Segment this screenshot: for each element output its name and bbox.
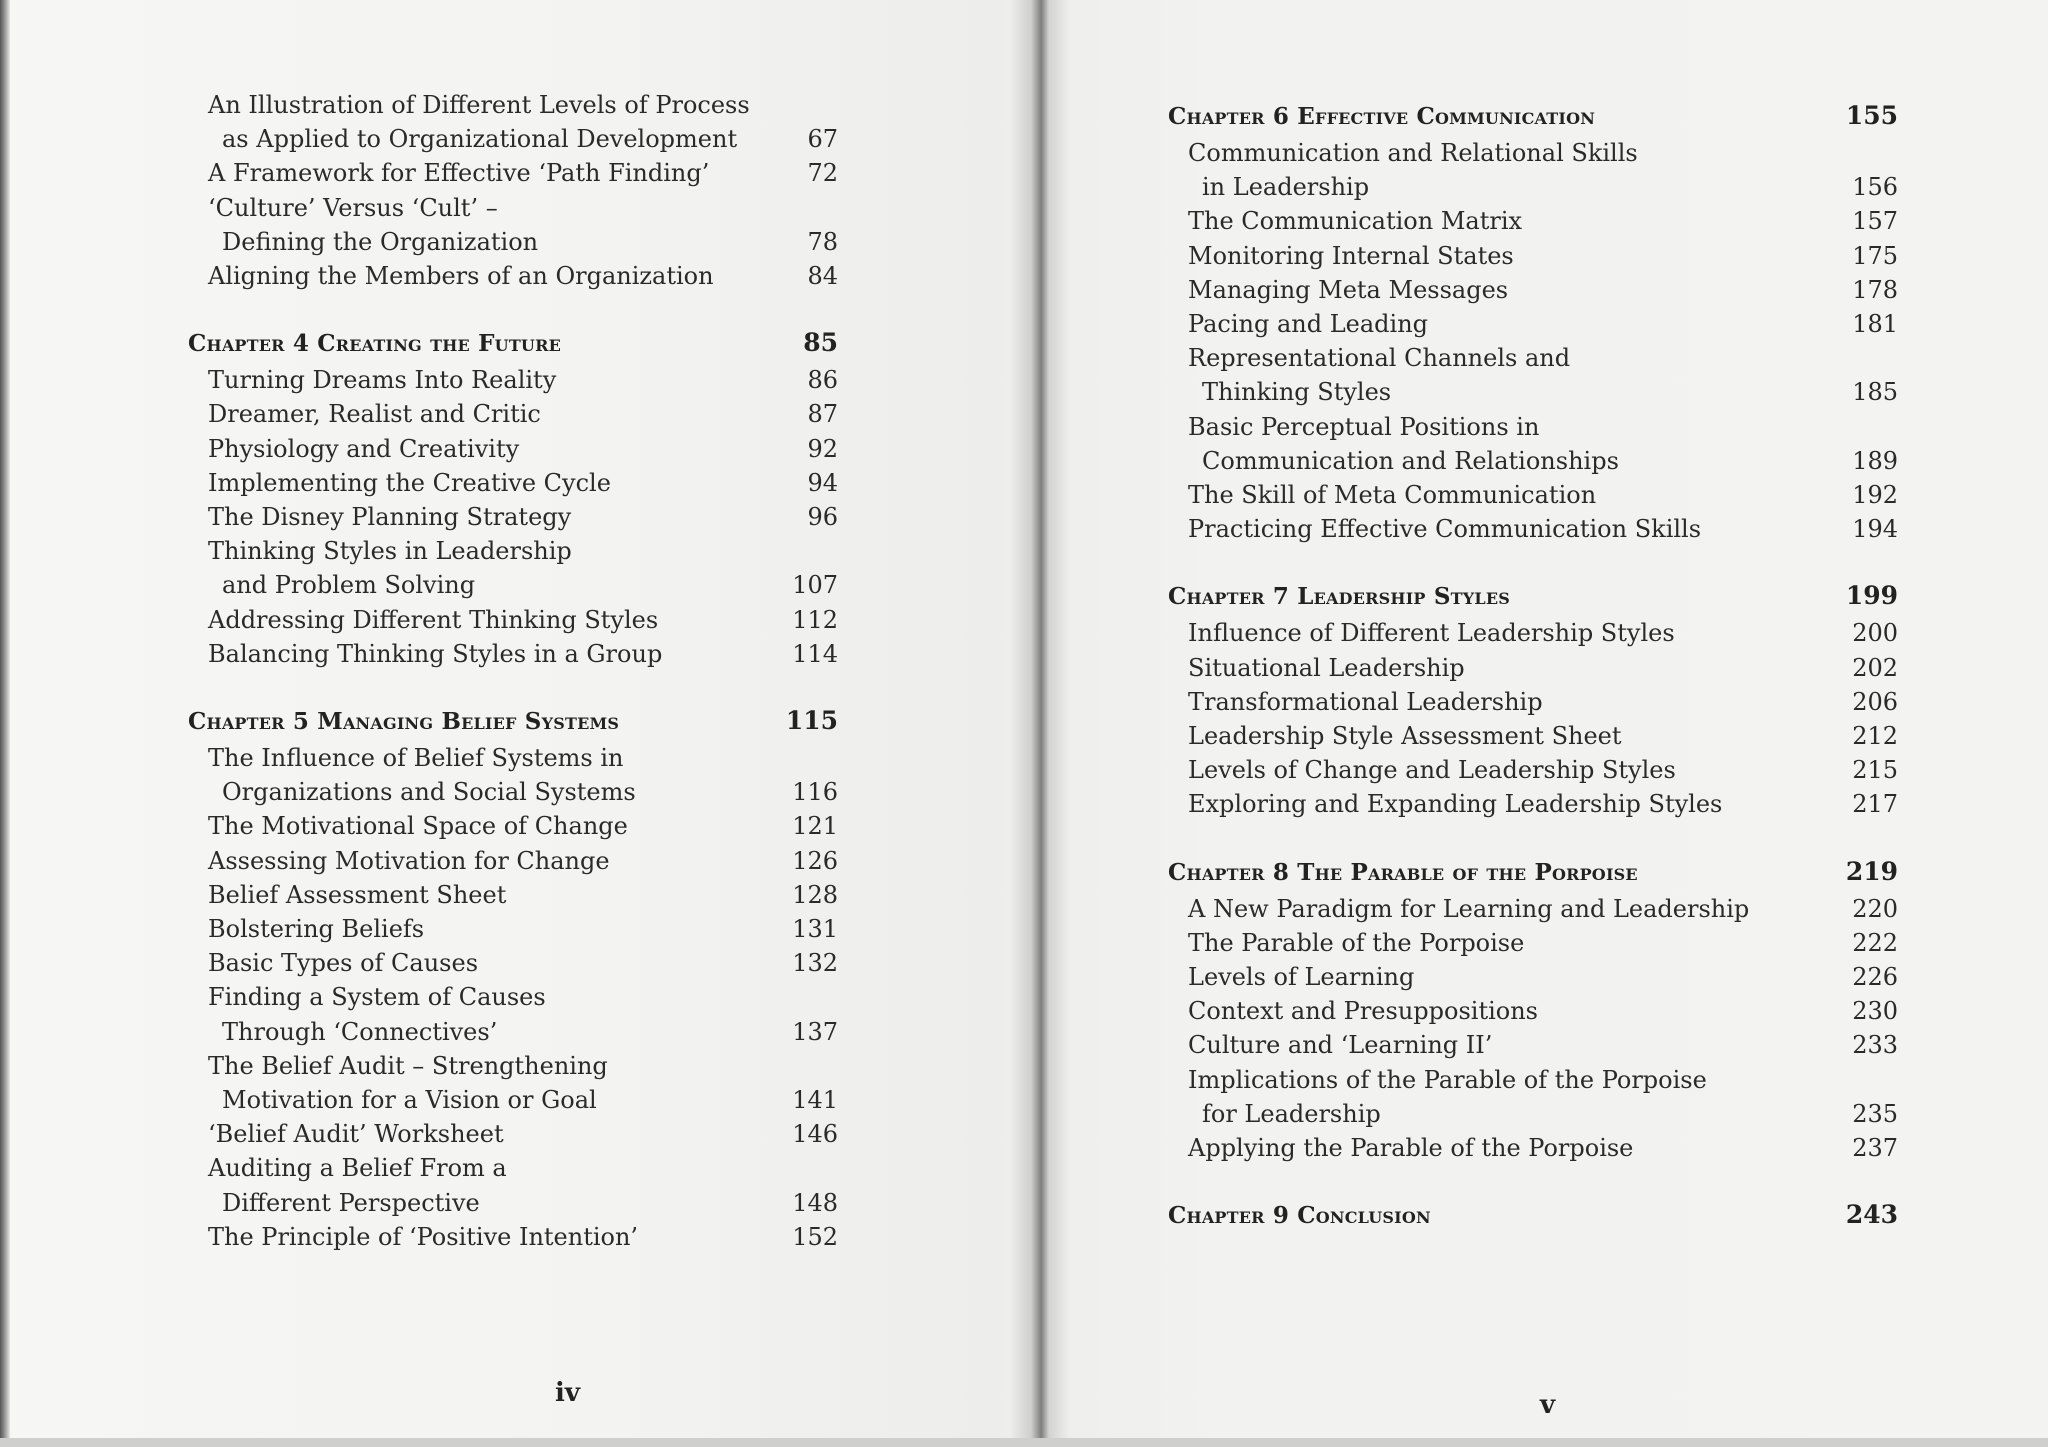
toc-entry [208,809,838,843]
entry-title-line: The Motivational Space of Change [208,812,628,841]
entry-page-number: 185 [1852,378,1898,407]
entry-title [208,844,610,878]
toc-entry [208,191,838,259]
toc-entry [1188,994,1898,1028]
chapter-heading [188,323,838,363]
toc-entry [1188,787,1898,821]
entry-page-number: 157 [1852,207,1898,236]
entry-page-number: 230 [1852,997,1898,1026]
toc-entry [208,912,838,946]
toc-entry [1188,1131,1898,1165]
entry-title [208,946,478,980]
chapter-title: Chapter 9 Conclusion [1168,1202,1431,1230]
entry-title [1188,273,1508,307]
toc-entry [208,878,838,912]
entry-title-line: Addressing Different Thinking Styles [208,605,659,634]
chapter-block [1168,852,1898,1166]
entry-page-number: 200 [1852,619,1898,648]
toc-entry [1188,685,1898,719]
right-page [1070,0,2048,1447]
entry-title-line: The Influence of Belief Systems in [208,744,624,773]
entry-title [1188,651,1465,685]
entry-title [1188,685,1543,719]
entry-title-line: Culture and ‘Learning II’ [1188,1031,1493,1060]
table-of-contents-right [1168,96,1898,1235]
entry-title-line: Thinking Styles [1202,378,1392,407]
entry-title-line: Practicing Effective Communication Skills [1188,515,1702,544]
entry-title [1188,753,1676,787]
entry-page-number: 86 [807,366,838,395]
toc-entry [208,432,838,466]
book-gutter [1010,0,1070,1447]
entry-title-line: Thinking Styles in Leadership [208,537,572,566]
entry-title [208,1049,608,1117]
entry-list [188,363,838,671]
toc-entry [1188,478,1898,512]
entry-title [208,534,572,602]
entry-title-line: Belief Assessment Sheet [208,880,507,909]
entry-title [1188,204,1522,238]
toc-entry [1188,926,1898,960]
toc-entry [208,603,838,637]
entry-page-number: 141 [792,1086,838,1115]
entry-title [208,1220,638,1254]
entry-title-line: as Applied to Organizational Development [222,125,738,154]
entry-title [208,88,750,156]
toc-entry [208,741,838,809]
toc-entry [208,88,838,156]
entry-title [1188,239,1514,273]
entry-title [208,637,662,671]
entry-page-number: 220 [1852,894,1898,923]
entry-page-number: 131 [792,915,838,944]
toc-entry [1188,341,1898,409]
entry-title [1188,478,1596,512]
entry-title-line: Leadership Style Assessment Sheet [1188,722,1622,751]
entry-page-number: 132 [792,949,838,978]
entry-title-line: The Belief Audit – Strengthening [208,1051,608,1080]
chapter-page-number: 115 [785,706,838,736]
entry-title [1188,787,1722,821]
entry-page-number: 222 [1852,928,1898,957]
entry-title [1188,1131,1633,1165]
toc-entry [208,844,838,878]
toc-entry [208,156,838,190]
toc-entry [208,1151,838,1219]
entry-title-line: Levels of Change and Leadership Styles [1188,756,1676,785]
entry-page-number: 233 [1852,1031,1898,1060]
entry-title-line: A Framework for Effective ‘Path Finding’ [208,159,710,188]
toc-entry [208,397,838,431]
entry-title-line: The Communication Matrix [1188,207,1523,236]
entry-title-line: Basic Types of Causes [208,949,479,978]
entry-title-line: for Leadership [1202,1099,1381,1128]
entry-list [188,741,838,1254]
chapter-page-number: 243 [1845,1200,1898,1230]
toc-entry [208,259,838,293]
entry-page-number: 235 [1852,1099,1898,1128]
entry-title-line: An Illustration of Different Levels of Process [208,91,750,119]
entry-title-line: Balancing Thinking Styles in a Group [208,639,663,668]
entry-title-line: in Leadership [1202,173,1370,202]
entry-title-line: Finding a System of Causes [208,983,546,1012]
toc-entry [208,980,838,1048]
entry-title [208,603,658,637]
toc-entry [1188,892,1898,926]
entry-page-number: 92 [807,434,838,463]
entry-list [188,88,838,293]
chapter-block [188,88,838,293]
toc-entry [1188,204,1898,238]
chapter-heading [1168,96,1898,136]
entry-page-number: 148 [792,1188,838,1217]
toc-entry [208,946,838,980]
entry-title-line: Through ‘Connectives’ [222,1017,498,1046]
chapter-block [188,323,838,671]
toc-entry [1188,239,1898,273]
entry-title-line: Assessing Motivation for Change [208,846,610,875]
entry-title-line: Defining the Organization [222,227,539,256]
entry-title-line: Communication and Relational Skills [1188,139,1638,167]
entry-title-line: A New Paradigm for Learning and Leadership [1188,894,1750,923]
entry-page-number: 237 [1852,1134,1898,1163]
entry-title [208,156,709,190]
entry-title-line: Auditing a Belief From a [208,1154,507,1183]
entry-page-number: 175 [1852,241,1898,270]
entry-title [208,500,571,534]
entry-title-line: Turning Dreams Into Reality [208,366,557,395]
entry-title [1188,616,1675,650]
entry-title-line: ‘Culture’ Versus ‘Cult’ – [208,193,498,222]
toc-entry [208,534,838,602]
entry-page-number: 146 [792,1120,838,1149]
entry-title [208,363,556,397]
entry-title [208,1117,504,1151]
entry-list [1168,136,1898,546]
chapter-title: Chapter 5 Managing Belief Systems [188,708,620,736]
entry-page-number: 114 [792,639,838,668]
chapter-page-number: 199 [1845,581,1898,611]
entry-title-line: Implementing the Creative Cycle [208,468,611,497]
entry-title-line: Basic Perceptual Positions in [1188,412,1540,441]
chapter-block [1168,576,1898,821]
entry-title-line: Exploring and Expanding Leadership Styles [1188,790,1723,819]
entry-title [1188,994,1538,1028]
toc-entry [1188,307,1898,341]
entry-title [1188,960,1414,994]
entry-title [1188,410,1619,478]
chapter-title: Chapter 6 Effective Communication [1168,103,1596,130]
chapter-title: Chapter 4 Creating the Future [188,330,561,358]
entry-page-number: 178 [1852,275,1898,304]
entry-title-line: Applying the Parable of the Porpoise [1188,1134,1634,1163]
entry-title [208,466,611,500]
entry-title [208,809,628,843]
entry-list [1168,892,1898,1166]
entry-page-number: 189 [1852,446,1898,475]
toc-entry [1188,960,1898,994]
entry-title-line: Representational Channels and [1188,344,1571,373]
entry-title-line: Dreamer, Realist and Critic [208,400,541,429]
chapter-heading [188,701,838,741]
entry-title [208,259,714,293]
entry-title-line: Monitoring Internal States [1188,241,1514,270]
entry-title [1188,512,1701,546]
entry-page-number: 116 [792,778,838,807]
chapter-heading [1168,576,1898,616]
chapter-page-number: 155 [1845,101,1898,130]
entry-page-number: 126 [792,846,838,875]
chapter-page-number: 219 [1845,856,1898,886]
entry-title-line: Managing Meta Messages [1188,275,1509,304]
entry-page-number: 156 [1852,173,1898,202]
entry-page-number: 78 [807,227,838,256]
chapter-block [1168,1195,1898,1235]
toc-entry [1188,512,1898,546]
toc-entry [208,1220,838,1254]
entry-title-line: ‘Belief Audit’ Worksheet [208,1120,504,1149]
toc-entry [208,637,838,671]
entry-title [1188,341,1570,409]
toc-entry [1188,651,1898,685]
entry-title [1188,719,1622,753]
chapter-heading [1168,852,1898,892]
table-of-contents-left [188,88,838,1254]
entry-page-number: 215 [1852,756,1898,785]
entry-page-number: 152 [792,1222,838,1251]
entry-title [208,980,546,1048]
toc-entry [1188,273,1898,307]
toc-entry [1188,719,1898,753]
entry-title [1188,136,1638,204]
entry-title-line: The Principle of ‘Positive Intention’ [208,1222,639,1251]
entry-title-line: Aligning the Members of an Organization [208,262,714,291]
entry-title-line: The Parable of the Porpoise [1188,928,1525,957]
page-number: iv [555,1378,580,1408]
entry-page-number: 137 [792,1017,838,1046]
toc-entry [208,363,838,397]
page-number: v [1540,1390,1556,1420]
entry-title-line: Different Perspective [222,1188,480,1217]
entry-title-line: The Disney Planning Strategy [208,503,572,532]
chapter-title: Chapter 8 The Parable of the Porpoise [1168,858,1638,886]
toc-entry [208,466,838,500]
entry-title [208,741,636,809]
toc-entry [1188,136,1898,204]
entry-title-line: Motivation for a Vision or Goal [222,1086,597,1115]
entry-title-line: Bolstering Beliefs [208,915,425,944]
entry-title-line: The Skill of Meta Communication [1188,481,1597,510]
entry-title [1188,1028,1492,1062]
toc-entry [1188,753,1898,787]
toc-entry [208,1049,838,1117]
entry-page-number: 181 [1852,310,1898,339]
entry-title [208,432,519,466]
chapter-heading [1168,1195,1898,1235]
entry-page-number: 212 [1852,722,1898,751]
entry-title-line: Situational Leadership [1188,653,1465,682]
entry-page-number: 202 [1852,653,1898,682]
left-page [0,0,1010,1447]
entry-page-number: 206 [1852,687,1898,716]
entry-title [208,1151,507,1219]
chapter-page-number: 85 [803,328,838,358]
entry-page-number: 112 [792,605,838,634]
entry-page-number: 72 [807,159,838,188]
entry-title [1188,1063,1707,1131]
chapter-title: Chapter 7 Leadership Styles [1168,583,1510,611]
scan-bottom-edge [0,1438,2048,1447]
entry-title-line: Implications of the Parable of the Porpoise [1188,1065,1707,1094]
entry-title-line: Pacing and Leading [1188,310,1429,339]
toc-entry [1188,616,1898,650]
entry-page-number: 96 [807,503,838,532]
entry-title-line: Organizations and Social Systems [222,778,636,807]
entry-title [208,912,424,946]
chapter-block [1168,96,1898,546]
entry-title-line: and Problem Solving [222,571,476,600]
entry-title [208,878,506,912]
toc-entry [1188,1028,1898,1062]
entry-page-number: 226 [1852,963,1898,992]
entry-page-number: 192 [1852,481,1898,510]
entry-title [1188,307,1428,341]
entry-title [1188,892,1749,926]
entry-page-number: 121 [792,812,838,841]
chapter-block [188,701,838,1254]
entry-page-number: 87 [807,400,838,429]
entry-title-line: Context and Presuppositions [1188,997,1538,1026]
entry-title-line: Levels of Learning [1188,963,1415,992]
entry-page-number: 128 [792,880,838,909]
entry-title-line: Communication and Relationships [1202,446,1619,475]
toc-entry [208,500,838,534]
entry-page-number: 84 [807,262,838,291]
entry-list [1168,616,1898,821]
entry-title [1188,926,1524,960]
toc-entry [208,1117,838,1151]
toc-entry [1188,410,1898,478]
entry-page-number: 94 [807,468,838,497]
entry-page-number: 67 [807,125,838,154]
entry-title-line: Physiology and Creativity [208,434,520,463]
entry-page-number: 194 [1852,515,1898,544]
entry-page-number: 107 [792,571,838,600]
entry-title [208,397,541,431]
toc-entry [1188,1063,1898,1131]
entry-title [208,191,538,259]
entry-page-number: 217 [1852,790,1898,819]
entry-title-line: Influence of Different Leadership Styles [1188,619,1675,648]
entry-title-line: Transformational Leadership [1188,687,1543,716]
